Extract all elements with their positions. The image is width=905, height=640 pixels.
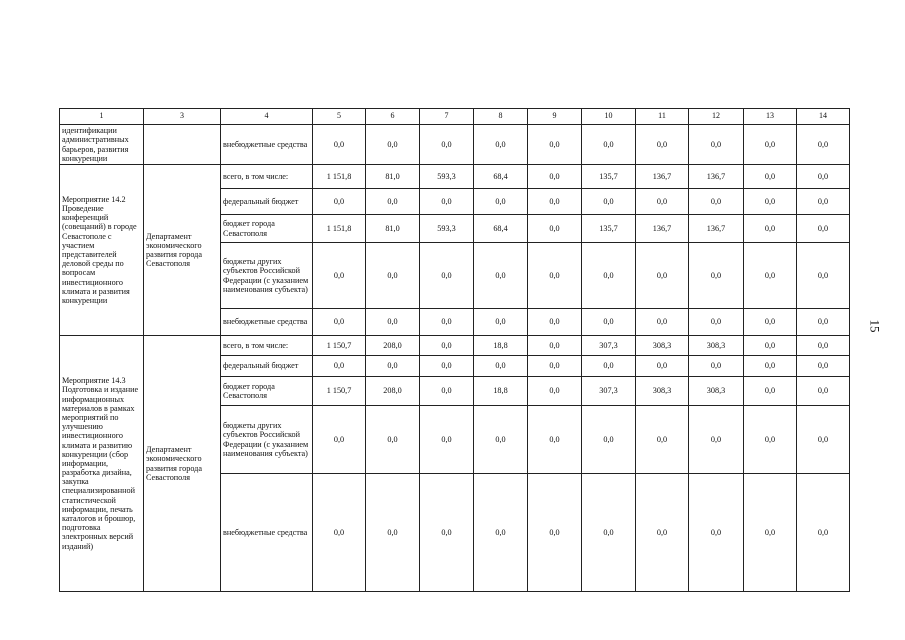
value-cell: 0,0 [420,125,474,165]
value-cell: 0,0 [366,406,420,474]
value-cell: 0,0 [689,189,744,215]
measure-cell: Мероприятие 14.3 Подготовка и издание информационных материалов в рамках мероприятий по улучшению инвестиционного климата и развитию конкуренции (сбор информации, разработка дизайна, закупка специализированной статистической информации, печать каталогов и брошюр, подготовка электронных версий изданий) [60,336,144,592]
value-cell: 0,0 [744,243,797,309]
value-cell: 0,0 [474,125,528,165]
value-cell: 0,0 [636,474,689,592]
value-cell: 0,0 [366,189,420,215]
value-cell: 0,0 [744,215,797,243]
funding-source-cell: бюджет города Севастополя [221,215,313,243]
value-cell: 0,0 [744,406,797,474]
value-cell: 0,0 [420,336,474,356]
funding-source-cell: федеральный бюджет [221,356,313,377]
value-cell: 0,0 [797,189,850,215]
value-cell: 0,0 [528,189,582,215]
value-cell: 136,7 [689,215,744,243]
value-cell: 308,3 [689,336,744,356]
value-cell: 0,0 [474,309,528,336]
value-cell: 0,0 [420,406,474,474]
value-cell: 0,0 [744,474,797,592]
value-cell: 0,0 [313,406,366,474]
value-cell: 0,0 [366,243,420,309]
value-cell: 0,0 [366,474,420,592]
value-cell: 0,0 [528,336,582,356]
header-cell: 9 [528,109,582,125]
value-cell: 308,3 [636,377,689,406]
header-cell: 3 [144,109,221,125]
value-cell: 0,0 [474,356,528,377]
budget-table [59,108,850,592]
header-cell: 12 [689,109,744,125]
value-cell: 136,7 [689,165,744,189]
value-cell: 0,0 [689,474,744,592]
value-cell: 1 150,7 [313,377,366,406]
value-cell: 1 150,7 [313,336,366,356]
value-cell: 1 151,8 [313,215,366,243]
value-cell: 0,0 [528,309,582,336]
header-cell: 5 [313,109,366,125]
header-row [60,109,850,125]
funding-source-cell: внебюджетные средства [221,309,313,336]
value-cell: 18,8 [474,377,528,406]
value-cell: 0,0 [420,243,474,309]
value-cell: 0,0 [313,189,366,215]
value-cell: 135,7 [582,165,636,189]
value-cell: 0,0 [797,377,850,406]
value-cell: 0,0 [797,406,850,474]
funding-source-cell: всего, в том числе: [221,165,313,189]
value-cell: 0,0 [420,377,474,406]
table-row [60,336,850,356]
value-cell: 135,7 [582,215,636,243]
value-cell: 0,0 [582,309,636,336]
value-cell: 0,0 [528,474,582,592]
value-cell: 0,0 [797,356,850,377]
funding-source-cell: внебюджетные средства [221,474,313,592]
value-cell: 0,0 [420,356,474,377]
value-cell: 0,0 [420,309,474,336]
value-cell: 0,0 [420,474,474,592]
value-cell: 208,0 [366,336,420,356]
value-cell: 136,7 [636,215,689,243]
value-cell: 0,0 [474,189,528,215]
value-cell: 0,0 [474,243,528,309]
value-cell: 0,0 [636,189,689,215]
table-row [60,165,850,189]
header-cell: 7 [420,109,474,125]
value-cell: 0,0 [636,125,689,165]
page-number: 15 [867,319,883,333]
value-cell: 593,3 [420,215,474,243]
funding-source-cell: внебюджетные средства [221,125,313,165]
value-cell: 0,0 [689,406,744,474]
value-cell: 0,0 [744,189,797,215]
funding-source-cell: бюджет города Севастополя [221,377,313,406]
value-cell: 0,0 [313,356,366,377]
value-cell: 0,0 [689,125,744,165]
value-cell: 0,0 [636,406,689,474]
value-cell: 0,0 [744,125,797,165]
value-cell: 0,0 [313,243,366,309]
executor-cell: Департамент экономического развития города Севастополя [144,336,221,592]
value-cell: 0,0 [582,243,636,309]
value-cell: 0,0 [636,243,689,309]
value-cell: 0,0 [797,474,850,592]
table-row [60,125,850,165]
value-cell: 68,4 [474,165,528,189]
value-cell: 0,0 [797,309,850,336]
value-cell: 0,0 [528,165,582,189]
value-cell: 0,0 [744,356,797,377]
value-cell: 0,0 [744,165,797,189]
value-cell: 0,0 [528,406,582,474]
header-cell: 11 [636,109,689,125]
value-cell: 0,0 [797,125,850,165]
header-cell: 4 [221,109,313,125]
value-cell: 0,0 [528,377,582,406]
value-cell: 0,0 [744,309,797,336]
funding-source-cell: федеральный бюджет [221,189,313,215]
header-cell: 10 [582,109,636,125]
header-cell: 13 [744,109,797,125]
value-cell: 68,4 [474,215,528,243]
funding-source-cell: всего, в том числе: [221,336,313,356]
measure-cell: Мероприятие 14.2 Проведение конференций (совещаний) в городе Севастополе с участием представителей деловой среды по вопросам инвестиционного климата и развития конкуренции [60,165,144,336]
value-cell: 0,0 [582,356,636,377]
value-cell: 0,0 [582,189,636,215]
value-cell: 0,0 [366,309,420,336]
value-cell: 0,0 [689,309,744,336]
value-cell: 0,0 [474,474,528,592]
value-cell: 0,0 [366,356,420,377]
value-cell: 0,0 [528,356,582,377]
value-cell: 81,0 [366,165,420,189]
value-cell: 0,0 [689,356,744,377]
value-cell: 0,0 [582,406,636,474]
value-cell: 0,0 [313,125,366,165]
value-cell: 0,0 [797,165,850,189]
value-cell: 0,0 [744,336,797,356]
value-cell: 1 151,8 [313,165,366,189]
value-cell: 18,8 [474,336,528,356]
value-cell: 136,7 [636,165,689,189]
value-cell: 0,0 [366,125,420,165]
header-cell: 1 [60,109,144,125]
value-cell: 0,0 [528,125,582,165]
value-cell: 0,0 [528,243,582,309]
funding-source-cell: бюджеты других субъектов Российской Федерации (с указанием наименования субъекта) [221,243,313,309]
value-cell: 0,0 [797,243,850,309]
value-cell: 0,0 [313,474,366,592]
header-cell: 6 [366,109,420,125]
value-cell: 0,0 [474,406,528,474]
executor-cell [144,125,221,165]
value-cell: 0,0 [528,215,582,243]
value-cell: 0,0 [582,125,636,165]
measure-cell: идентификации административных барьеров, развития конкуренции [60,125,144,165]
value-cell: 0,0 [797,215,850,243]
value-cell: 208,0 [366,377,420,406]
value-cell: 0,0 [582,474,636,592]
value-cell: 0,0 [689,243,744,309]
executor-cell: Департамент экономического развития города Севастополя [144,165,221,336]
header-cell: 14 [797,109,850,125]
value-cell: 0,0 [636,356,689,377]
value-cell: 0,0 [313,309,366,336]
funding-source-cell: бюджеты других субъектов Российской Федерации (с указанием наименования субъекта) [221,406,313,474]
value-cell: 593,3 [420,165,474,189]
value-cell: 0,0 [420,189,474,215]
value-cell: 0,0 [636,309,689,336]
value-cell: 81,0 [366,215,420,243]
header-cell: 8 [474,109,528,125]
value-cell: 307,3 [582,336,636,356]
value-cell: 0,0 [744,377,797,406]
value-cell: 0,0 [797,336,850,356]
value-cell: 307,3 [582,377,636,406]
value-cell: 308,3 [636,336,689,356]
value-cell: 308,3 [689,377,744,406]
